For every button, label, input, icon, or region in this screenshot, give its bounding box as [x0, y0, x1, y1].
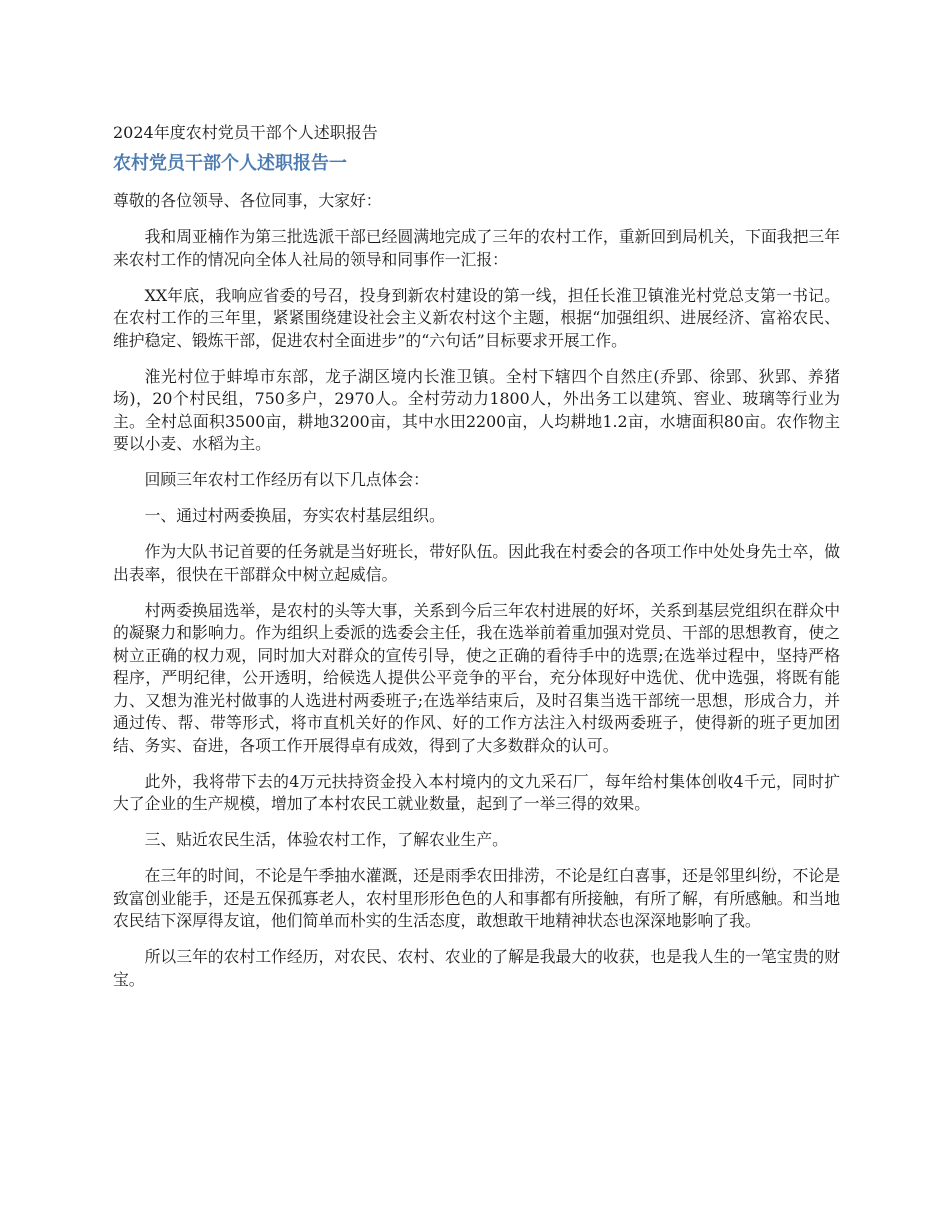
document-title: 2024年度农村党员干部个人述职报告: [113, 123, 378, 142]
paragraph: 一、通过村两委换届，夯实农村基层组织。: [144, 506, 445, 525]
paragraph: 所以三年的农村工作经历，对农民、农村、农业的了解是我最大的收获，也是我人生的一笔宝贵的财宝。: [113, 947, 840, 989]
section-heading: 农村党员干部个人述职报告一: [113, 153, 347, 174]
greeting: 尊敬的各位领导、各位同事，大家好：: [113, 191, 382, 210]
paragraph: XX年底，我响应省委的号召，投身到新农村建设的第一线，担任长淮卫镇淮光村党总支第一书记。在农村工作的三年里，紧紧围绕建设社会主义新农村这个主题，根据“加强组织、进展经济、富裕农民、维护稳定、锻炼干部，促进农村全面进步”的“六句话”目标要求开展工作。: [113, 285, 840, 350]
paragraph: 此外，我将带下去的4万元扶持资金投入本村境内的文九采石厂，每年给村集体创收4千元，同时扩大了企业的生产规模，增加了本村农民工就业数量，起到了一举三得的效果。: [113, 771, 840, 813]
paragraph: 三、贴近农民生活，体验农村工作，了解农业生产。: [144, 830, 508, 849]
paragraph: 在三年的时间，不论是午季抽水灌溉，还是雨季农田排涝，不论是红白喜事，还是邻里纠纷，不论是致富创业能手，还是五保孤寡老人，农村里形形色色的人和事都有所接触，有所了解，有所感触。和当地农民结下深厚得友谊，他们简单而朴实的生活态度，敢想敢干地精神状态也深深地影响了我。: [113, 866, 840, 930]
paragraph: 作为大队书记首要的任务就是当好班长，带好队伍。因此我在村委会的各项工作中处处身先士卒，做出表率，很快在干部群众中树立起威信。: [113, 542, 840, 584]
document-page: [113, 122, 840, 1005]
paragraph: 淮光村位于蚌埠市东部，龙子湖区境内长淮卫镇。全村下辖四个自然庄(乔郢、徐郢、狄郢、养猪场)，20个村民组，750多户，2970人。全村劳动力1800人，外出务工以建筑、窖业、玻璃等行业为主。全村总面积3500亩，耕地3200亩，其中水田2200亩，人均耕地1.2亩，水塘面积80亩。农作物主要以小麦、水稻为主。: [113, 366, 840, 453]
paragraph: 村两委换届选举，是农村的头等大事，关系到今后三年农村进展的好坏，关系到基层党组织在群众中的凝聚力和影响力。作为组织上委派的选委会主任，我在选举前着重加强对党员、干部的思想教育，使之树立正确的权力观，同时加大对群众的宣传引导，使之正确的看待手中的选票;在选举过程中，坚持严格程序，严明纪律，公开透明，给候选人提供公平竞争的平台，充分体现好中选优、优中选强，将既有能力、又想为淮光村做事的人选进村两委班子;在选举结束后，及时召集当选干部统一思想，形成合力，并通过传、帮、带等形式，将市直机关好的作风、好的工作方法注入村级两委班子，使得新的班子更加团结、务实、奋进，各项工作开展得卓有成效，得到了大多数群众的认可。: [113, 600, 840, 755]
paragraph: 我和周亚楠作为第三批选派干部已经圆满地完成了三年的农村工作，重新回到局机关，下面我把三年来农村工作的情况向全体人社局的领导和同事作一汇报：: [113, 227, 840, 269]
paragraph: 回顾三年农村工作经历有以下几点体会：: [144, 470, 429, 489]
